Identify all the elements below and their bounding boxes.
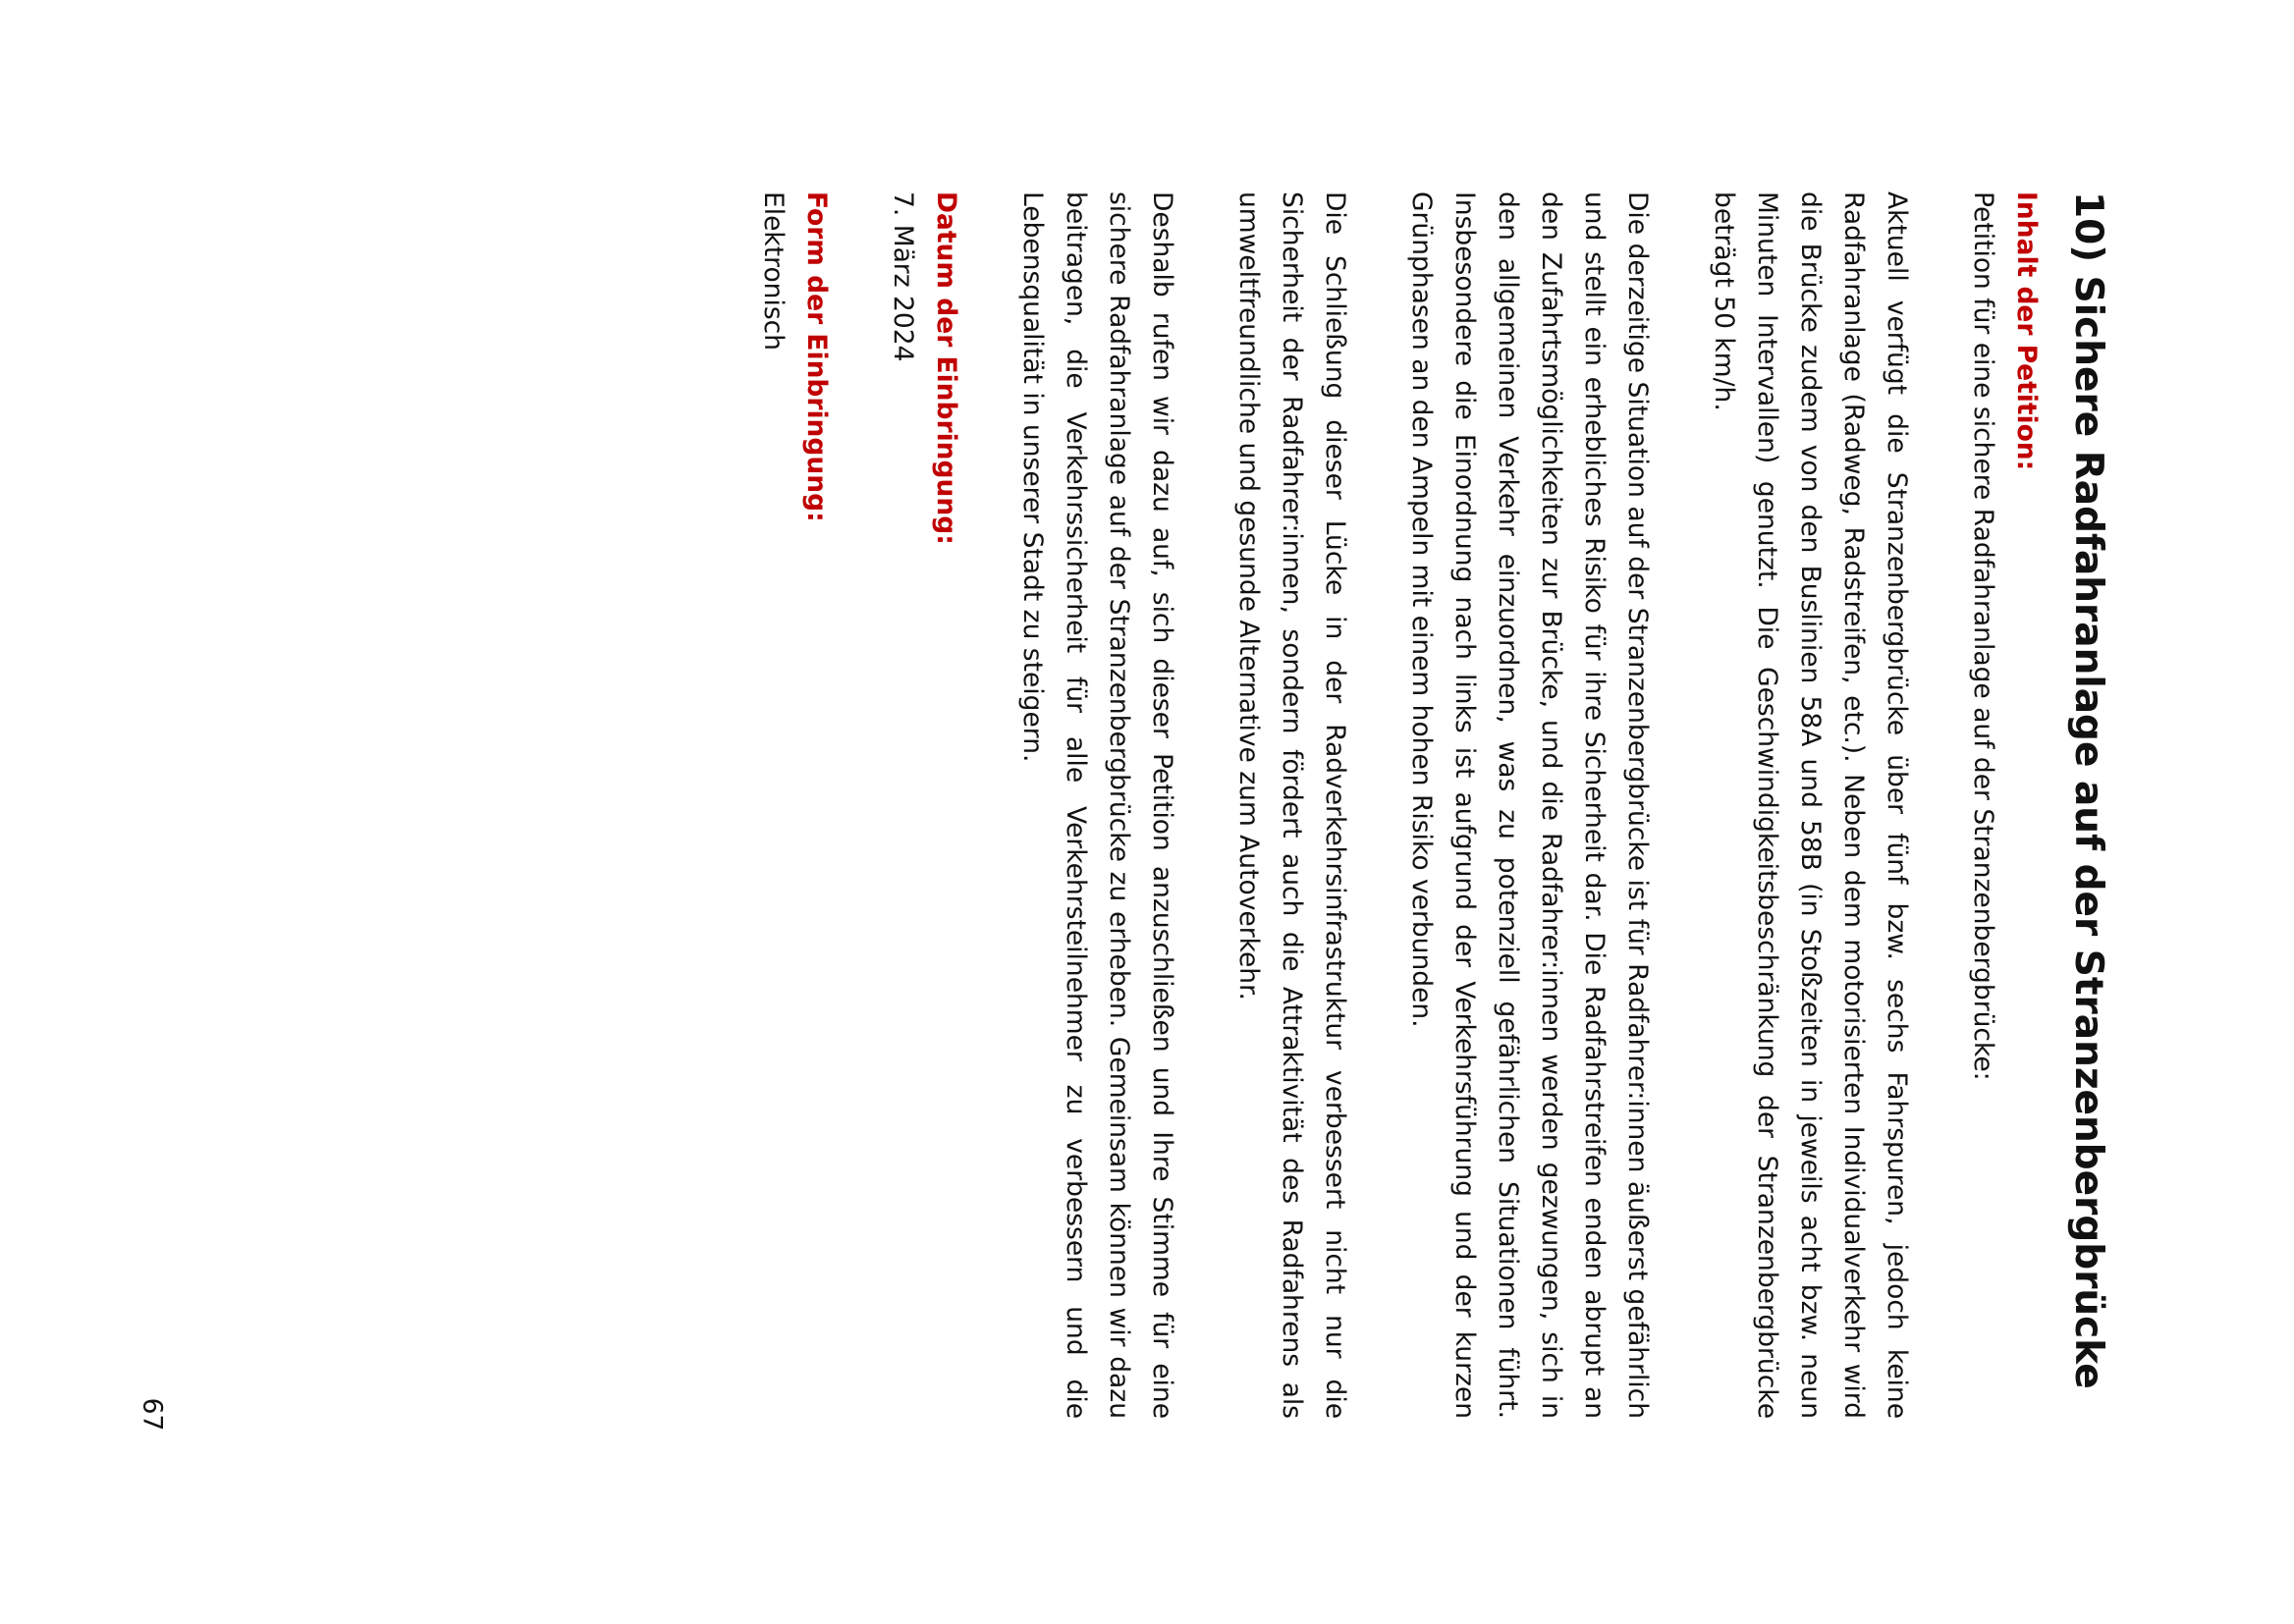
paragraph: Deshalb rufen wir dazu auf, sich dieser Petition anzuschließen und Ihre Stimme für eine sichere Radfahranlage auf der Stranzenbergbrücke zu erheben. Gemeinsam können wir dazu beitragen, die Verkehrssicherheit für alle Verkehrsteilnehmer zu verbessern und die Lebensqualität in unserer Stadt zu steigern. <box>1017 191 1177 1419</box>
spacer <box>838 191 881 1419</box>
rotated-content <box>678 191 2111 1419</box>
content-label: Inhalt der Petition: <box>2011 191 2042 471</box>
form-label: Form der Einbringung: <box>801 191 832 522</box>
paragraph: Aktuell verfügt die Stranzenbergbrücke über fünf bzw. sechs Fahrspuren, jedoch keine Radfahranlage (Radweg, Radstreifen, etc.). Neben dem motorisierten Individualverkehr wird die Brücke zudem von den Buslinien 58A und 58B (in Stoßzeiten in jeweils acht bzw. neun Minuten Intervallen) genutzt. Die Geschwindigkeitsbeschränkung der Stranzenbergbrücke beträgt 50 km/h. <box>1709 191 1912 1419</box>
form-value: Elektronisch <box>758 191 789 352</box>
paragraph: Die Schließung dieser Lücke in der Radverkehrsinfrastruktur verbessert nicht nur die Sicherheit der Radfahrer:innen, sondern fördert auch die Attraktivität des Radfahrens als umweltfreundliche und gesunde Alternative zum Autoverkehr. <box>1233 191 1350 1419</box>
content-intro: Petition für eine sichere Radfahranlage auf der Stranzenbergbrücke: <box>1968 191 1998 1081</box>
paragraph: Die derzeitige Situation auf der Stranzenbergbrücke ist für Radfahrer:innen äußerst gefährlich und stellt ein erhebliches Risiko für ihre Sicherheit dar. Die Radfahrstreifen enden abrupt an den Zufahrtsmöglichkeiten zur Brücke, und die Radfahrer:innen werden gezwungen, sich in den allgemeinen Verkehr einzuordnen, was zu potenziell gefährlichen Situationen führt. Insbesondere die Einordnung nach links ist aufgrund der Verkehrsführung und der kurzen Grünphasen an den Ampeln mit einem hohen Risiko verbunden. <box>1406 191 1653 1419</box>
date-label: Datum der Einbringung: <box>931 191 961 545</box>
page-number: 67 <box>137 1397 168 1432</box>
date-value: 7. März 2024 <box>888 191 918 362</box>
spacer <box>1918 191 1961 1419</box>
page-title: 10) Sichere Radfahranlage auf der Stranzenbergbrücke <box>2066 191 2110 1389</box>
